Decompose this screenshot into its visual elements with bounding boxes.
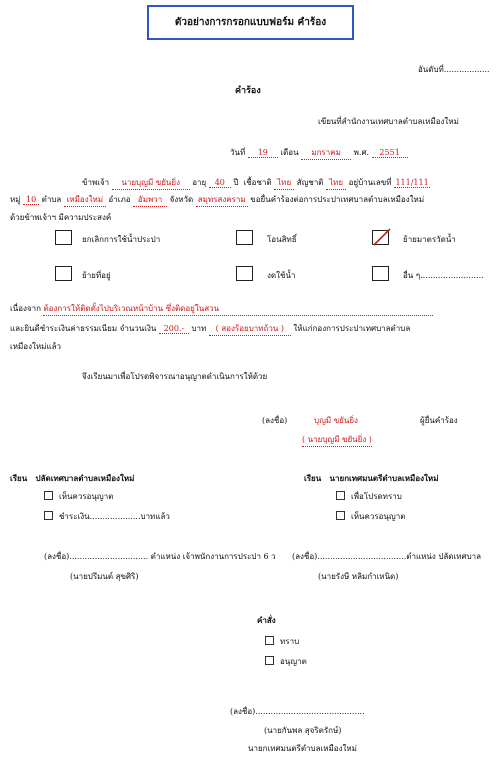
- applicant-nationality: ไทย: [326, 176, 346, 190]
- option-checkbox-move-address[interactable]: [55, 266, 72, 281]
- order-signer-name: (นายกันพล สุจริตรักษ์): [264, 726, 342, 735]
- left-item-2: ชำระเงิน....................บาทแล้ว: [44, 510, 170, 523]
- fee-amount-words: ( สองร้อยบาทถ้วน ): [209, 322, 291, 336]
- applicant-name: นายบุญมี ขยันยิ่ง: [112, 176, 190, 190]
- option-checkbox-other[interactable]: [372, 266, 389, 281]
- applicant-moo: 10: [23, 195, 39, 205]
- order-item-2: อนุญาต: [265, 655, 307, 668]
- applicant-printed-name: ( นายบุญมี ขยันยิ่ง ): [302, 433, 372, 447]
- right-block-to: เรียน นายกเทศมนตรีตำบลเหมืองใหม่: [304, 473, 439, 483]
- form-title: ตัวอย่างการกรอกแบบฟอร์ม คำร้อง: [147, 5, 354, 40]
- right-item-2: เห็นควรอนุญาต: [336, 510, 405, 523]
- applicant-line-2: หมู่ 10 ตำบล เหมืองใหม่ อำเภอ อัมพวา จังหวัด สมุทรสงคราม ขอยื่นคำร้องต่อการประปาเทศบาลตำบลเหมืองใหม่: [10, 193, 424, 207]
- option-label-cancel: ยกเลิกการใช้น้ำประปา: [82, 235, 161, 244]
- date-day: 19: [248, 148, 278, 158]
- order-item-2-checkbox[interactable]: [265, 656, 274, 665]
- date-year: 2551: [372, 148, 408, 158]
- applicant-signature: บุญมี ขยันยิ่ง: [314, 416, 358, 425]
- right-signer-name: (นายรังษี หลิมกำเหนิด): [318, 572, 399, 581]
- left-signature: (ลงชื่อ)............................... ตำแหน่ง เจ้าพนักงานการประปา 6 ว: [44, 552, 276, 561]
- right-item-2-checkbox[interactable]: [336, 511, 345, 520]
- fee-line-2: เหมืองใหม่แล้ว: [10, 342, 61, 351]
- check-mark-icon: [371, 225, 393, 249]
- option-label-transfer: โอนสิทธิ์: [267, 235, 297, 244]
- option-checkbox-suspend[interactable]: [236, 266, 253, 281]
- applicant-province: สมุทรสงคราม: [196, 193, 248, 207]
- option-label-move-address: ย้ายที่อยู่: [82, 271, 111, 280]
- left-signer-name: (นายปรีมนต์ สุขศิริ): [70, 572, 139, 581]
- order-heading: คำสั่ง: [257, 615, 276, 625]
- applicant-sign-label: (ลงชื่อ): [262, 416, 288, 425]
- reason-text: ต้องการให้ติดตั้งไปบริเวณหน้าบ้าน ซึ่งติดอยู่ในสวน: [43, 302, 433, 316]
- left-item-1-checkbox[interactable]: [44, 491, 53, 500]
- applicant-role: ผู้ยื่นคำร้อง: [420, 416, 458, 425]
- right-item-1-checkbox[interactable]: [336, 491, 345, 500]
- left-item-1: เห็นควรอนุญาต: [44, 490, 113, 503]
- left-block-to: เรียน ปลัดเทศบาลตำบลเหมืองใหม่: [10, 473, 135, 483]
- left-item-2-checkbox[interactable]: [44, 511, 53, 520]
- right-item-1: เพื่อโปรดทราบ: [336, 490, 402, 503]
- option-label-other: อื่น ๆ.........................: [403, 271, 484, 280]
- heading: คำร้อง: [235, 86, 261, 96]
- order-item-1: ทราบ: [265, 635, 299, 648]
- applicant-age: 40: [209, 178, 231, 188]
- option-label-suspend: งดใช้น้ำ: [267, 271, 296, 280]
- option-checkbox-move-meter[interactable]: [372, 230, 389, 245]
- option-checkbox-cancel[interactable]: [55, 230, 72, 245]
- order-signature: (ลงชื่อ)...........................................: [230, 707, 365, 716]
- date-month: มกราคม: [301, 146, 351, 160]
- applicant-tambon: เหมืองใหม่: [64, 193, 106, 207]
- applicant-line-1: ข้าพเจ้า นายบุญมี ขยันยิ่ง อายุ 40 ปี เชื้อชาติ ไทย สัญชาติ ไทย อยู่บ้านเลขที่ 111/111: [82, 176, 430, 190]
- option-checkbox-transfer[interactable]: [236, 230, 253, 245]
- receipt-number: อันดับที่..................: [418, 65, 490, 74]
- reason-line: เนื่องจาก ต้องการให้ติดตั้งไปบริเวณหน้าบ้าน ซึ่งติดอยู่ในสวน: [10, 302, 433, 316]
- fee-amount: 200.-: [159, 324, 189, 334]
- order-item-1-checkbox[interactable]: [265, 636, 274, 645]
- date-line: วันที่ 19 เดือน มกราคม พ.ศ. 2551: [230, 146, 408, 160]
- written-at: เขียนที่สำนักงานเทศบาลตำบลเหมืองใหม่: [318, 117, 459, 126]
- purpose-line: ด้วยข้าพเจ้าฯ มีความประสงค์: [10, 213, 112, 222]
- right-signature: (ลงชื่อ)...................................ตำแหน่ง ปลัดเทศบาล: [292, 552, 482, 561]
- option-label-move-meter: ย้ายมาตรวัดน้ำ: [403, 235, 456, 244]
- applicant-amphoe: อัมพวา: [133, 193, 167, 207]
- order-signer-position: นายกเทศมนตรีตำบลเหมืองใหม่: [248, 744, 357, 753]
- closing-text: จึงเรียนมาเพื่อโปรดพิจารณาอนุญาตดำเนินการให้ด้วย: [82, 372, 268, 381]
- applicant-house-no: 111/111: [395, 178, 429, 187]
- applicant-race: ไทย: [274, 176, 294, 190]
- fee-line: และยินดีชำระเงินค่าธรรมเนียม จำนวนเงิน 200.- บาท ( สองร้อยบาทถ้วน ) ให้แก่กองการประปาเทศบาลตำบล: [10, 322, 410, 336]
